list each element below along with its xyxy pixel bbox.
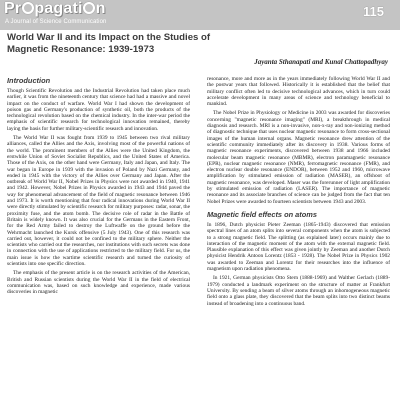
page-number: 115 [363,4,384,19]
article-authors: Jayanta Sthanapati and Kunal Chattopadhyay [254,58,388,66]
logo-ring-icon [22,2,34,14]
article-title: World War II and its Impact on the Studies of Magnetic Resonance: 1939-1973 [7,32,211,55]
paragraph: The World War II was fought from 1939 to 1945 between two rival military alliances, called the Allies and the Axis, involving most of the powerful nations of the world. The prominent members of the Allies were the United Kingdom, the erstwhile Union of Soviet Socialist Republics, and the United States of America. Those of the Axis, on the other hand were Germany, Italy and Japan, and Italy. The war began in Europe in 1939 with the invasion of Poland by Nazi Germany, and ended in 1945 with the victory of the Allies over Germany and Japan. After the outbreak of World War II, Nobel Prizes in Physics were not awarded in 1940, 1941 and 1942. However, Nobel Prizes in Physics awarded in 1943 and 1944 paved the way for phenomenal advancement of the field of magnetic resonance between 1946 and 1973. It is worth mentioning that four radical innovations during World War II were directly stimulated by scientific research for military purposes: radar, sonar, the proximity fuse, and the atom bomb. The decisive role of radar in the Battle of Britain is widely known. It was also crucial for the Germans in the Eastern Front, for the Red Army failed to destroy the Luftwaffe on the ground before the Wehrmacht launched the Kursk offensive (5 July 1943). One of this research was carried out, however, it could not be confined to the military sphere. Neither the scientists who carried out the researches, nor institutions with such secrets was done in connection with the use of applications restricted to the military field. For us, the main issue is how the wartime scientific research and turned the curiosity of scientists into one specific direction. [7,135,190,268]
paragraph: The Nobel Prize in Physiology or Medicine in 2003 was awarded for discoveries concerning "magnetic resonance imaging" (MRI), a breakthrough in medical diagnosis and research. MRI is a non-invasive, non-x-ray and non-ionizing method of diagnostic technique that uses nuclear magnetic resonance to form cross-sectional images of the human internal organs. Magnetic resonance drew attention of the scientific community immediately after its discovery in 1938. Various forms of magnetic resonance experiments, discovered between 1938 and 1966 included molecular beam magnetic resonance (MBMR), electron paramagnetic resonance (EPR), nuclear magnetic resonance (NMR), ferromagnetic resonance (FMR), and electron nuclear double resonance (ENDOR), between 1952 and 1960, microwave amplification by stimulated emission of radiation (MASER), an offshoot of magnetic resonance, was developed. Maser was the forerunner of light amplification by stimulated emission of radiation (LASER). The importance of magnetic resonance and its associate branches of science can be judged from the fact that ten Nobel Prizes were awarded to fourteen scientists between 1943 and 2003. [207,110,390,205]
section-heading-magnetic-field: Magnetic field effects on atoms [207,209,317,219]
paragraph: In 1896, Dutch physicist Pieter Zeeman (1865-1943) discovered that emission spectral lines of an atom splits into several components when the atom is subjected to a strong magnetic field. The splitting (as explained later) occurs mainly due to interaction of the magnetic moment of the atom with the external magnetic field. Plausible explanation of this effect was given jointly by Zeeman and another Dutch physicist Hendrik Antoon Lorentz (1853 - 1928). The Nobel Prize in Physics 1902 was awarded to Zeeman and Lorentz for their researches into the influence of magnetism upon radiation phenomena. [207,221,390,273]
section-heading-introduction: Introduction [7,76,51,85]
journal-logo: Pr pagati n [4,0,106,17]
left-column [7,76,190,396]
right-column [207,76,390,396]
journal-header [0,0,400,30]
journal-tagline: A Journal of Science Communication [5,19,107,25]
paragraph: resonance, more and more as in the years immediately following World War II and the postwar years that followed. Historically it is established that the belief that military conflict often led to decisive technological advances, which in turn could accelerate development in many areas of science and technology beneficial to mankind. [207,76,390,108]
paragraph: In 1921, German physicists Otto Stern (1888-1969) and Walther Gerlach (1889-1979) conducted a landmark experiment on the structure of matter at Frankfurt University. By sending a beam of silver atoms through an inhomogeneous magnetic field onto a glass plate, they discovered that the beam splits into two distinct beams instead of broadening into a continuous band. [207,275,390,307]
paragraph: Though Scientific Revolution and the Industrial Revolution had taken place much earlier, it was from the nineteenth century that science had had a massive and novel impact on the conduct of warfare. World War I had shown the development of poison gas and Germany's production of synthetic oil, both the products of the technological revolution based on the chemical industry. In the inter-war period the emphasis of scientific research for technological innovation remained, thereby laying the basis for further military-scientific research and innovation. [7,88,190,132]
paragraph: The emphasis of the present article is on the research activities of the American, British and Russian scientists during the World War II in the field of electrical communication was, based on such knowledge and experience, made various discoveries in magnetic [7,270,190,296]
logo-ring-icon [83,2,95,14]
